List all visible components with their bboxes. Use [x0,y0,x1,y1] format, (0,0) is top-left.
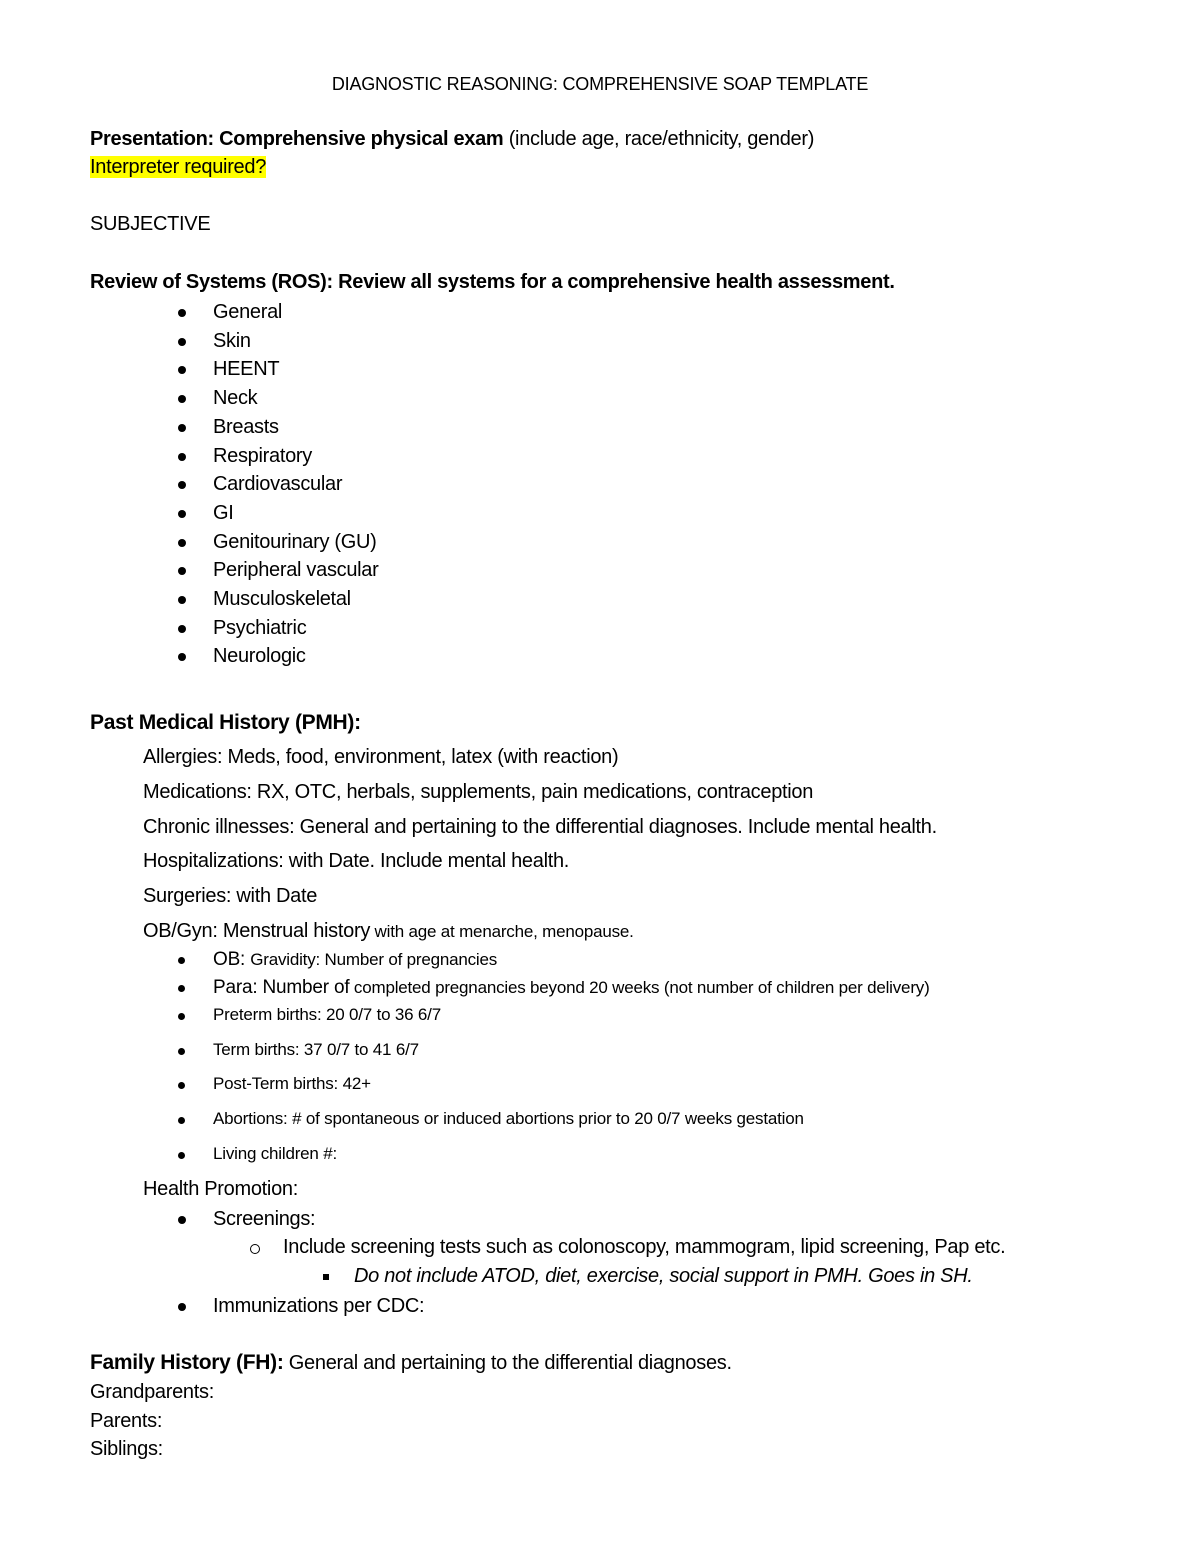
fh-detail: General and pertaining to the differential diagnoses. [283,1352,732,1374]
bullet-icon [178,510,186,518]
ros-item: Genitourinary (GU) [213,531,377,553]
ob-para [213,977,930,999]
fh-grandparents: Grandparents: [90,1381,214,1403]
bullet-icon [178,1216,186,1224]
ob-term: Term births: 37 0/7 to 41 6/7 [213,1040,419,1059]
ob-gravidity-text: Gravidity: Number of pregnancies [250,950,498,969]
ros-item: Neck [213,387,258,409]
bullet-icon [178,1048,185,1055]
ros-item: General [213,301,283,323]
health-promotion: Health Promotion: [143,1178,298,1200]
ob-abortions: Abortions: # of spontaneous or induced abortions prior to 20 0/7 weeks gestation [213,1109,804,1128]
ob-label: OB: [213,949,251,970]
ob-living-children: Living children #: [213,1144,337,1163]
ros-item: Musculoskeletal [213,588,351,610]
bullet-icon [178,1303,186,1311]
pmh-hospitalizations: Hospitalizations: with Date. Include mental health. [143,850,570,872]
ob-gravidity [213,949,497,971]
bullet-icon [178,366,186,374]
pmh-obgyn [143,920,634,943]
interpreter-line [90,156,266,179]
immunizations: Immunizations per CDC: [213,1295,425,1317]
bullet-icon [178,309,186,317]
subjective-heading: SUBJECTIVE [90,213,211,235]
bullet-icon [178,596,186,604]
presentation-detail: (include age, race/ethnicity, gender) [508,128,815,150]
ros-item: Psychiatric [213,617,307,639]
interpreter-highlight: Interpreter required? [90,156,267,178]
screening-detail: Include screening tests such as colonoscopy, mammogram, lipid screening, Pap etc. [283,1236,1006,1258]
screening-note: Do not include ATOD, diet, exercise, social support in PMH. Goes in SH. [354,1265,973,1287]
presentation-line [90,128,814,151]
fh-parents: Parents: [90,1410,163,1432]
circle-bullet-icon [250,1244,260,1254]
bullet-icon [178,338,186,346]
bullet-icon [178,1082,185,1089]
fh-siblings: Siblings: [90,1438,163,1460]
ob-para-text: completed pregnancies beyond 20 weeks (not number of children per delivery) [349,978,930,997]
bullet-icon [178,481,186,489]
presentation-label: Presentation: Comprehensive physical exam [90,128,504,150]
ob-preterm: Preterm births: 20 0/7 to 36 6/7 [213,1005,441,1024]
obgyn-label: OB/Gyn: Menstrual history [143,920,371,942]
bullet-icon [178,424,186,432]
ros-item: Peripheral vascular [213,559,379,581]
pmh-surgeries: Surgeries: with Date [143,885,318,907]
bullet-icon [178,653,186,661]
fh-line [90,1351,732,1375]
bullet-icon [178,1013,185,1020]
pmh-allergies: Allergies: Meds, food, environment, latex (with reaction) [143,746,619,768]
bullet-icon [178,1117,185,1124]
ob-postterm: Post-Term births: 42+ [213,1074,371,1093]
ros-item: GI [213,502,234,524]
obgyn-tail: with age at menarche, menopause. [370,922,634,941]
square-bullet-icon [323,1274,329,1280]
bullet-icon [178,453,186,461]
document-title: DIAGNOSTIC REASONING: COMPREHENSIVE SOAP TEMPLATE [331,74,869,94]
bullet-icon [178,957,185,964]
bullet-icon [178,1152,185,1159]
ob-para-label: Para: Number of [213,977,350,998]
pmh-chronic-illnesses: Chronic illnesses: General and pertaining to the differential diagnoses. Include mental health. [143,816,937,838]
bullet-icon [178,567,186,575]
ros-item: Neurologic [213,645,306,667]
bullet-icon [178,539,186,547]
ros-heading: Review of Systems (ROS): Review all systems for a comprehensive health assessment. [90,271,895,293]
screenings: Screenings: [213,1208,316,1230]
bullet-icon [178,395,186,403]
fh-heading: Family History (FH): [90,1351,284,1374]
bullet-icon [178,625,186,633]
ros-item: HEENT [213,358,280,380]
ros-item: Respiratory [213,445,312,467]
bullet-icon [178,985,185,992]
ros-item: Breasts [213,416,279,438]
pmh-heading: Past Medical History (PMH): [90,711,361,734]
ros-item: Cardiovascular [213,473,343,495]
ros-item: Skin [213,330,251,352]
pmh-medications: Medications: RX, OTC, herbals, supplements, pain medications, contraception [143,781,814,803]
